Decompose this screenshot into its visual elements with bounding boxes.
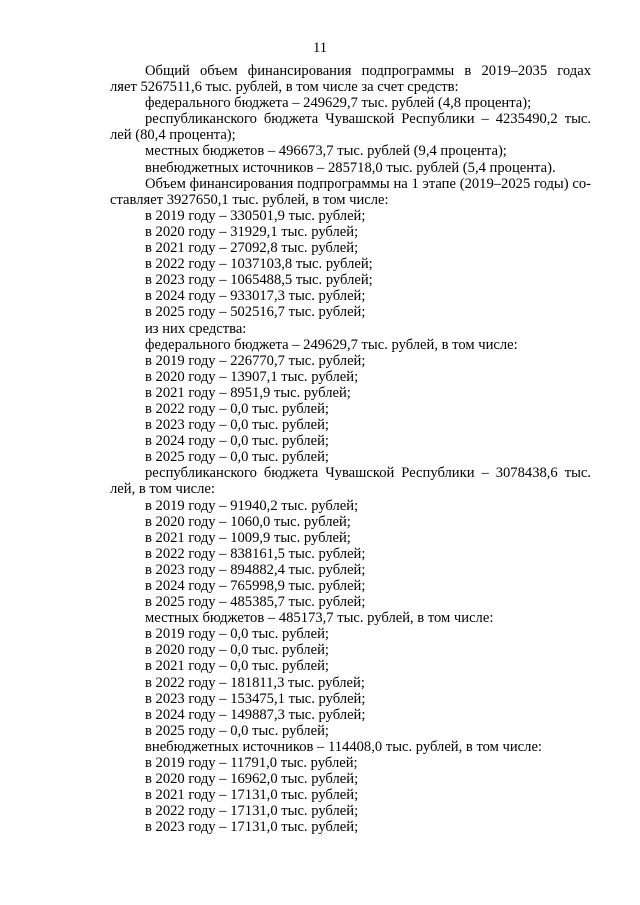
text-line: в 2023 году – 0,0 тыс. рублей;: [145, 417, 329, 434]
text-line: в 2020 году – 1060,0 тыс. рублей;: [145, 513, 351, 530]
text-line: в 2021 году – 17131,0 тыс. рублей;: [145, 787, 359, 804]
text-line: в 2023 году – 17131,0 тыс. рублей;: [145, 819, 359, 836]
text-line: в 2019 году – 226770,7 тыс. рублей;: [145, 352, 366, 369]
text-line: из них средства:: [145, 320, 247, 337]
text-line: местных бюджетов – 485173,7 тыс. рублей, в том числе:: [145, 610, 494, 627]
text-line: в 2019 году – 91940,2 тыс. рублей;: [145, 497, 359, 514]
text-line: в 2024 году – 933017,3 тыс. рублей;: [145, 288, 366, 305]
text-line: в 2025 году – 485385,7 тыс. рублей;: [145, 594, 366, 611]
text-line: в 2023 году – 153475,1 тыс. рублей;: [145, 690, 366, 707]
text-line: внебюджетных источников – 285718,0 тыс. рублей (5,4 процента).: [145, 159, 556, 176]
text-line: Общий объем финансирования подпрограммы в 2019–2035 годах: [145, 63, 591, 79]
text-line: ставляет 3927650,1 тыс. рублей, в том числе:: [110, 191, 389, 208]
text-line: в 2023 году – 1065488,5 тыс. рублей;: [145, 272, 373, 289]
text-line: в 2025 году – 0,0 тыс. рублей;: [145, 722, 329, 739]
text-line: республиканского бюджета Чувашской Республики – 4235490,2 тыс.: [145, 111, 591, 128]
text-line: в 2022 году – 1037103,8 тыс. рублей;: [145, 256, 373, 273]
text-line: лей (80,4 процента);: [110, 127, 236, 144]
text-line: лей, в том числе:: [110, 481, 215, 498]
text-line: федерального бюджета – 249629,7 тыс. рублей (4,8 процента);: [145, 95, 532, 112]
text-line: в 2019 году – 0,0 тыс. рублей;: [145, 626, 329, 643]
text-line: ляет 5267511,6 тыс. рублей, в том числе за счет средств:: [110, 79, 459, 96]
text-line: в 2020 году – 16962,0 тыс. рублей;: [145, 771, 359, 788]
text-line: внебюджетных источников – 114408,0 тыс. рублей, в том числе:: [145, 738, 542, 755]
text-line: Объем финансирования подпрограммы на 1 этапе (2019–2025 годы) со-: [145, 175, 591, 192]
text-line: республиканского бюджета Чувашской Республики – 3078438,6 тыс.: [145, 465, 591, 482]
text-line: в 2023 году – 894882,4 тыс. рублей;: [145, 561, 366, 578]
text-line: в 2022 году – 0,0 тыс. рублей;: [145, 400, 329, 417]
text-line: в 2024 году – 765998,9 тыс. рублей;: [145, 578, 366, 594]
text-line: в 2022 году – 838161,5 тыс. рублей;: [145, 545, 366, 562]
text-line: в 2020 году – 13907,1 тыс. рублей;: [145, 368, 359, 385]
text-line: в 2020 году – 0,0 тыс. рублей;: [145, 642, 329, 659]
text-line: в 2025 году – 502516,7 тыс. рублей;: [145, 304, 366, 321]
text-line: в 2024 году – 149887,3 тыс. рублей;: [145, 706, 366, 723]
text-line: федерального бюджета – 249629,7 тыс. рублей, в том числе:: [145, 336, 518, 353]
text-line: в 2020 году – 31929,1 тыс. рублей;: [145, 223, 359, 240]
text-line: в 2021 году – 8951,9 тыс. рублей;: [145, 384, 351, 401]
page-number: 11: [312, 40, 328, 56]
text-line: в 2022 году – 17131,0 тыс. рублей;: [145, 803, 359, 820]
text-line: в 2024 году – 0,0 тыс. рублей;: [145, 433, 329, 450]
text-line: местных бюджетов – 496673,7 тыс. рублей (9,4 процента);: [145, 143, 507, 160]
text-line: в 2021 году – 1009,9 тыс. рублей;: [145, 529, 351, 546]
text-line: в 2019 году – 11791,0 тыс. рублей;: [145, 755, 358, 772]
text-line: в 2019 году – 330501,9 тыс. рублей;: [145, 207, 366, 224]
text-line: в 2021 году – 27092,8 тыс. рублей;: [145, 240, 359, 257]
text-line: в 2022 году – 181811,3 тыс. рублей;: [145, 674, 365, 691]
document-body: [110, 63, 591, 836]
text-line: в 2021 году – 0,0 тыс. рублей;: [145, 658, 329, 675]
text-line: в 2025 году – 0,0 тыс. рублей;: [145, 449, 329, 466]
